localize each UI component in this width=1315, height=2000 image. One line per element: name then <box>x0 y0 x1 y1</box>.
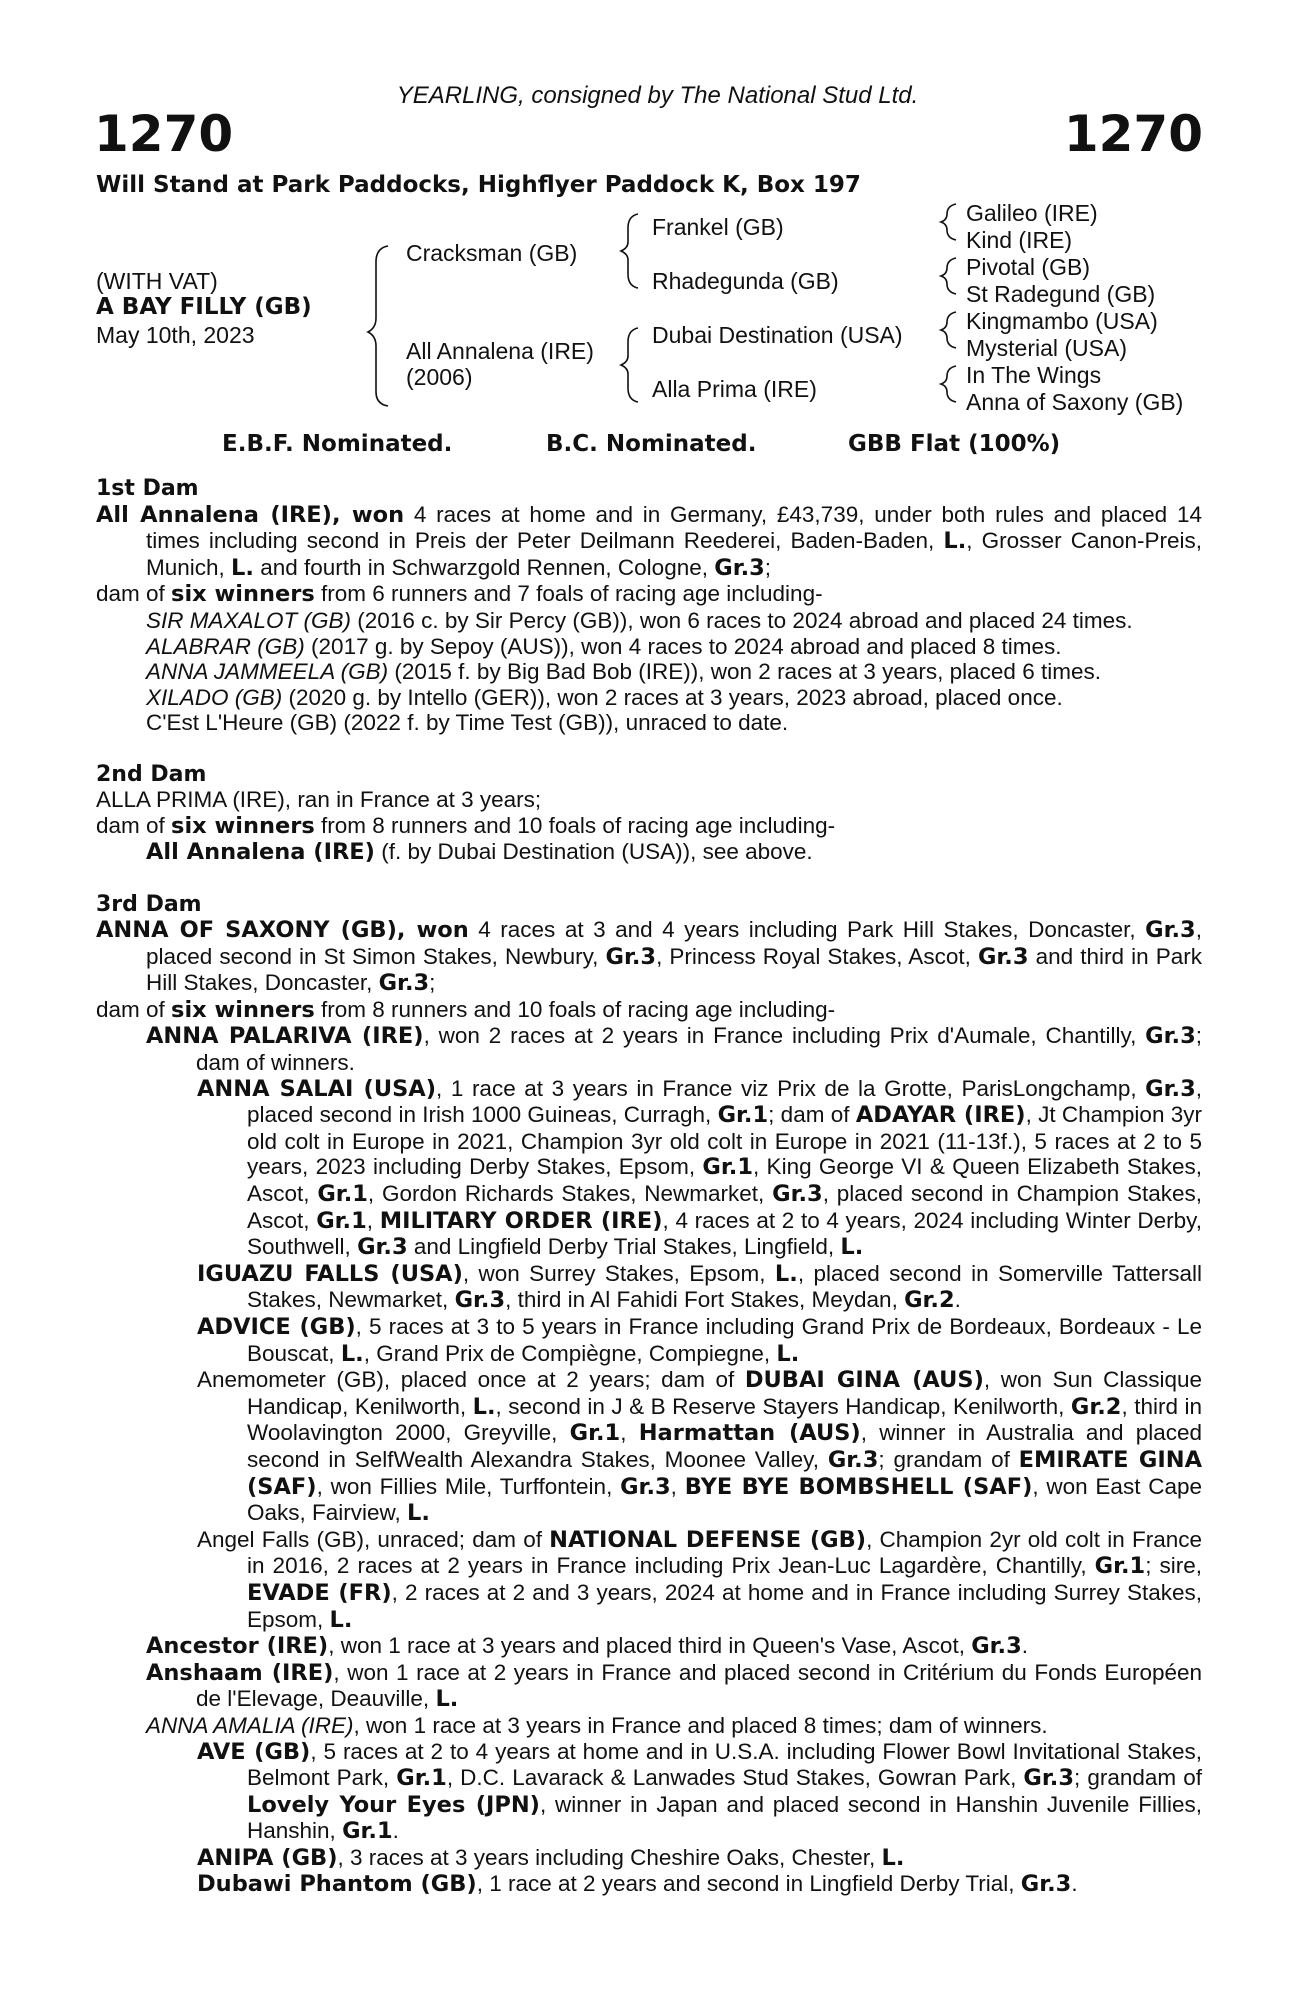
first-dam-produce-summary: dam of six winners from 6 runners and 7 foals of racing age including- <box>96 581 823 608</box>
third-dam-record: ANNA OF SAXONY (GB), won 4 races at 3 and 4 years including Park Hill Stakes, Doncaster, Gr.3, placed second in St Simon Stakes, Newbury, Gr.3, Princess Royal Stakes, Ascot, Gr.3 and third in Park Hill Stakes, Doncaster, Gr.3; <box>96 917 1202 997</box>
stand-location: Will Stand at Park Paddocks, Highflyer Paddock K, Box 197 <box>96 172 861 198</box>
third-dam-heading: 3rd Dam <box>96 891 202 917</box>
anna-amalia-entry: ANNA AMALIA (IRE), won 1 race at 3 years in France and placed 8 times; dam of winners. <box>146 1712 1048 1738</box>
anna-salai-entry: ANNA SALAI (USA), 1 race at 3 years in France viz Prix de la Grotte, ParisLongchamp, Gr.3, placed second in Irish 1000 Guineas, Curragh, Gr.1; dam of ADAYAR (IRE), Jt Champion 3yr old colt in Europe in 2021, Champion 3yr old colt in Europe in 2021 (11-13f.), 5 races at 2 to 5 years, 2023 including Derby Stakes, Epsom, Gr.1, King George VI & Queen Elizabeth Stakes, Ascot, Gr.1, Gordon Richards Stakes, Newmarket, Gr.3, placed second in Champion Stakes, Ascot, Gr.1, MILITARY ORDER (IRE), 4 races at 2 to 4 years, 2024 including Winter Derby, Southwell, Gr.3 and Lingfield Derby Trial Stakes, Lingfield, L. <box>197 1075 1203 1261</box>
angel-falls-entry: Angel Falls (GB), unraced; dam of NATIONAL DEFENSE (GB), Champion 2yr old colt in France in 2016, 2 races at 2 years in France including Prix Jean-Luc Lagardère, Chantilly, Gr.1; sire, EVADE (FR), 2 races at 2 and 3 years, 2024 at home and in France including Surrey Stakes, Epsom, L. <box>197 1526 1203 1633</box>
second-dam-produce-summary: dam of six winners from 8 runners and 10 foals of racing age including- <box>96 812 836 839</box>
first-dam-heading: 1st Dam <box>96 476 199 501</box>
ancestor-entry: Ancestor (IRE), won 1 race at 3 years and placed third in Queen's Vase, Ascot, Gr.3. <box>146 1633 1029 1660</box>
dubawi-phantom-entry: Dubawi Phantom (GB), 1 race at 2 years and second in Lingfield Derby Trial, Gr.3. <box>197 1871 1078 1898</box>
anna-palariva-entry: ANNA PALARIVA (IRE), won 2 races at 2 years in France including Prix d'Aumale, Chantilly, Gr.3; dam of winners. <box>146 1023 1202 1076</box>
ave-entry: AVE (GB), 5 races at 2 to 4 years at home and in U.S.A. including Flower Bowl Invitational Stakes, Belmont Park, Gr.1, D.C. Lavarack & Lanwades Stud Stakes, Gowran Park, Gr.3; grandam of Lovely Your Eyes (JPN), winner in Japan and placed second in Hanshin Juvenile Fillies, Hanshin, Gr.1. <box>197 1738 1203 1845</box>
dam-dam-dam: Anna of Saxony (GB) <box>966 389 1184 415</box>
iguazu-falls-entry: IGUAZU FALLS (USA), won Surrey Stakes, Epsom, L., placed second in Somerville Tattersall Stakes, Newmarket, Gr.3, third in Al Fahidi Fort Stakes, Meydan, Gr.2. <box>197 1260 1202 1314</box>
third-dam-produce-summary: dam of six winners from 8 runners and 10 foals of racing age including- <box>96 996 836 1023</box>
first-dam-produce-5: C'Est L'Heure (GB) (2022 f. by Time Test (GB)), unraced to date. <box>146 710 789 736</box>
first-dam-produce-1: SIR MAXALOT (GB) (2016 c. by Sir Percy (GB)), won 6 races to 2024 abroad and placed 24 times. <box>146 607 1133 633</box>
anemometer-entry: Anemometer (GB), placed once at 2 years; dam of DUBAI GINA (AUS), won Sun Classique Handicap, Kenilworth, L., second in J & B Reserve Stayers Handicap, Kenilworth, Gr.2, third in Woolavington 2000, Greyville, Gr.1, Harmattan (AUS), winner in Australia and placed second in SelfWealth Alexandra Stakes, Moonee Valley, Gr.3; grandam of EMIRATE GINA (SAF), won Fillies Mile, Turffontein, Gr.3, BYE BYE BOMBSHELL (SAF), won East Cape Oaks, Fairview, L. <box>197 1367 1202 1527</box>
second-dam-record: ALLA PRIMA (IRE), ran in France at 3 years; <box>96 787 542 813</box>
horse-name: A BAY FILLY (GB) <box>96 294 312 320</box>
dam-dam: Alla Prima (IRE) <box>652 376 817 402</box>
gbb-nomination: GBB Flat (100%) <box>848 431 1061 457</box>
first-dam-name: All Annalena (IRE) <box>96 501 332 528</box>
first-dam-produce-4: XILADO (GB) (2020 g. by Intello (GER)), won 2 races at 3 years, 2023 abroad, placed once. <box>146 684 1063 710</box>
second-dam-heading: 2nd Dam <box>96 761 207 787</box>
second-dam-produce-1: All Annalena (IRE) (f. by Dubai Destination (USA)), see above. <box>146 839 813 866</box>
sire-sire-sire: Galileo (IRE) <box>966 200 1098 226</box>
lot-number-right: 1270 <box>1063 105 1203 163</box>
first-dam-produce-2: ALABRAR (GB) (2017 g. by Sepoy (AUS)), won 4 races to 2024 abroad and placed 8 times. <box>146 633 1062 659</box>
dam-sire-sire: Kingmambo (USA) <box>966 308 1158 334</box>
produce-record <box>96 476 1202 1898</box>
sire-sire: Frankel (GB) <box>652 214 784 240</box>
bc-nomination: B.C. Nominated. <box>546 431 757 457</box>
lot-number-left: 1270 <box>94 105 234 163</box>
dam-sire-dam: Mysterial (USA) <box>966 335 1128 361</box>
first-dam-record: All Annalena (IRE), won 4 races at home and in Germany, £43,739, under both rules and placed 14 times including second in Preis der Peter Deilmann Reederei, Baden-Baden, L., Grosser Canon-Preis, Munich, L. and fourth in Schwarzgold Rennen, Cologne, Gr.3; <box>96 501 1202 581</box>
dam-sire: Dubai Destination (USA) <box>652 322 903 348</box>
consignor-line: YEARLING, consigned by The National Stud Ltd. <box>396 82 919 109</box>
sire-sire-dam: Kind (IRE) <box>966 227 1073 253</box>
anipa-entry: ANIPA (GB), 3 races at 3 years including Cheshire Oaks, Chester, L. <box>197 1844 905 1871</box>
first-dam-produce-3: ANNA JAMMEELA (GB) (2015 f. by Big Bad Bob (IRE)), won 2 races at 3 years, placed 6 times. <box>146 659 1101 685</box>
sire-dam: Rhadegunda (GB) <box>652 268 839 294</box>
sire-dam-sire: Pivotal (GB) <box>966 254 1090 280</box>
dam-year: (2006) <box>406 364 473 390</box>
dam-name: All Annalena (IRE) <box>406 338 594 364</box>
sire-name: Cracksman (GB) <box>406 240 578 266</box>
horse-foaled: May 10th, 2023 <box>96 322 255 348</box>
anshaam-entry: Anshaam (IRE), won 1 race at 2 years in France and placed second in Critérium du Fonds Européen de l'Elevage, Deauville, L. <box>146 1659 1203 1713</box>
advice-entry: ADVICE (GB), 5 races at 3 to 5 years in France including Grand Prix de Bordeaux, Bordeaux - Le Bouscat, L., Grand Prix de Compiègne, Compiegne, L. <box>197 1314 1202 1367</box>
dam-dam-sire: In The Wings <box>966 362 1102 388</box>
ebf-nomination: E.B.F. Nominated. <box>222 431 453 457</box>
sire-dam-dam: St Radegund (GB) <box>966 281 1156 307</box>
vat-label: (WITH VAT) <box>96 268 218 294</box>
